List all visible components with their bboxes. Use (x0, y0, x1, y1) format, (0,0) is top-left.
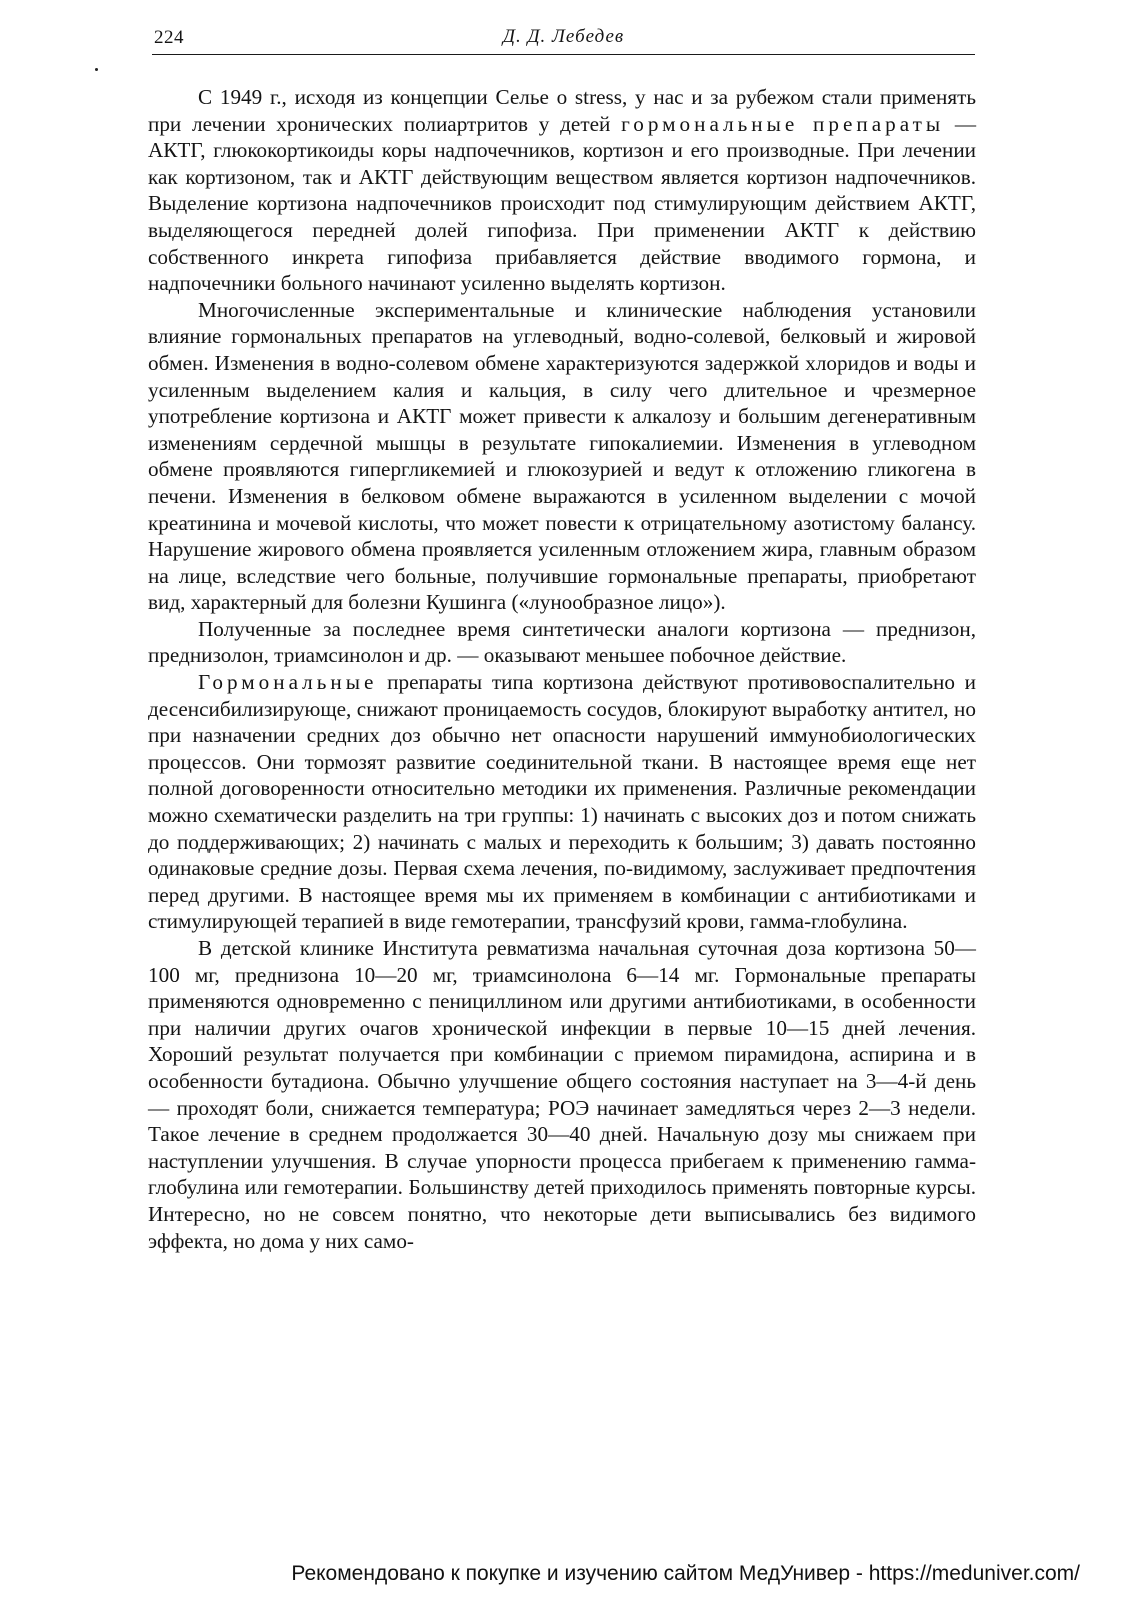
spaced-emphasis: гормональные препараты (621, 111, 945, 136)
paragraph-2: Многочисленные экспериментальные и клинические наблюдения установили влияние гормональных препаратов на углеводный, водно-солевой, белковый и жировой обмен. Изменения в водно-солевом обмене характеризуются задержкой хлоридов и воды и усиленным выделением калия и кальция, в силу чего длительное и чрезмерное употребление кортизона и АКТГ может привести к алкалозу и большим дегенеративным изменениям сердечной мышцы в результате гипокалиемии. Изменения в углеводном обмене проявляются гипергликемией и глюкозурией и ведут к отложению гликогена в печени. Изменения в белковом обмене выражаются в усиленном выделении с мочой креатинина и мочевой кислоты, что может повести к отрицательному азотистому балансу. Нарушение жирового обмена проявляется усиленным отложением жира, главным образом на лице, вследствие чего больные, получившие гормональные препараты, приобретают вид, характерный для болезни Кушинга («лунообразное лицо»). (148, 297, 976, 615)
paragraph-4: Гормональные препараты типа кортизона действуют противовоспалительно и десенсибилизирующе, снижают проницаемость сосудов, блокируют выработку антител, но при назначении средних доз обычно нет опасности нарушений иммунобиологических процессов. Они тормозят развитие соединительной ткани. В настоящее время еще нет полной договоренности относительно методики их применения. Различные рекомендации можно схематически разделить на три группы: 1) начинать с высоких доз и потом снижать до поддерживающих; 2) начинать с малых и переходить к большим; 3) давать постоянно одинаковые средние дозы. Первая схема лечения, по-видимому, заслуживает предпочтения перед другими. В настоящее время мы их применяем в комбинации с антибиотиками и стимулирующей терапией в виде гемотерапии, трансфузий крови, гамма-глобулина. (148, 670, 976, 934)
spaced-emphasis: Гормональные (198, 670, 378, 695)
paragraph-1: С 1949 г., исходя из концепции Селье о stress, у нас и за рубежом стали применять при лечении хронических полиартритов у детей гормональные препараты — АКТГ, глюкокортикоиды коры надпочечников, кортизон и его производные. При лечении как кортизоном, так и АКТГ действующим веществом является кортизон надпочечников. Выделение кортизона надпочечников происходит под стимулирующим действием АКТГ, выделяющегося передней долей гипофиза. При применении АКТГ к действию собственного инкрета гипофиза прибавляется действие вводимого гормона, и надпочечники больного начинают усиленно выделять кортизон. (148, 85, 977, 296)
page-number: 224 (154, 27, 184, 48)
margin-speck (95, 68, 98, 71)
footer-watermark-text: Рекомендовано к покупке и изучению сайтом МедУнивер - https://meduniver.com/ (291, 1562, 1080, 1585)
paragraph-3: Полученные за последнее время синтетически аналоги кортизона — преднизон, преднизолон, триамсинолон и др. — оказывают меньшее побочное действие. (148, 616, 976, 668)
running-head-author: Д. Д. Лебедев (502, 26, 625, 47)
body-text (148, 84, 976, 1254)
page-header (152, 25, 975, 55)
header-rule (152, 54, 975, 55)
paragraph-5: В детской клинике Института ревматизма начальная суточная доза кортизона 50—100 мг, преднизона 10—20 мг, триамсинолона 6—14 мг. Гормональные препараты применяются одновременно с пенициллином или другими антибиотиками, в особенности при наличии других очагов хронической инфекции в первые 10—15 дней лечения. Хороший результат получается при комбинации с приемом пирамидона, аспирина и в особенности бутадиона. Обычно улучшение общего состояния наступает на 3—4-й день — проходят боли, снижается температура; РОЭ начинает замедляться через 2—3 недели. Такое лечение в среднем продолжается 30—40 дней. Начальную дозу мы снижаем при наступлении улучшения. В случае упорности процесса прибегаем к применению гамма-глобулина или гемотерапии. Большинству детей приходилось применять повторные курсы. Интересно, но не совсем понятно, что некоторые дети выписывались без видимого эффекта, но дома у них само- (148, 936, 976, 1253)
